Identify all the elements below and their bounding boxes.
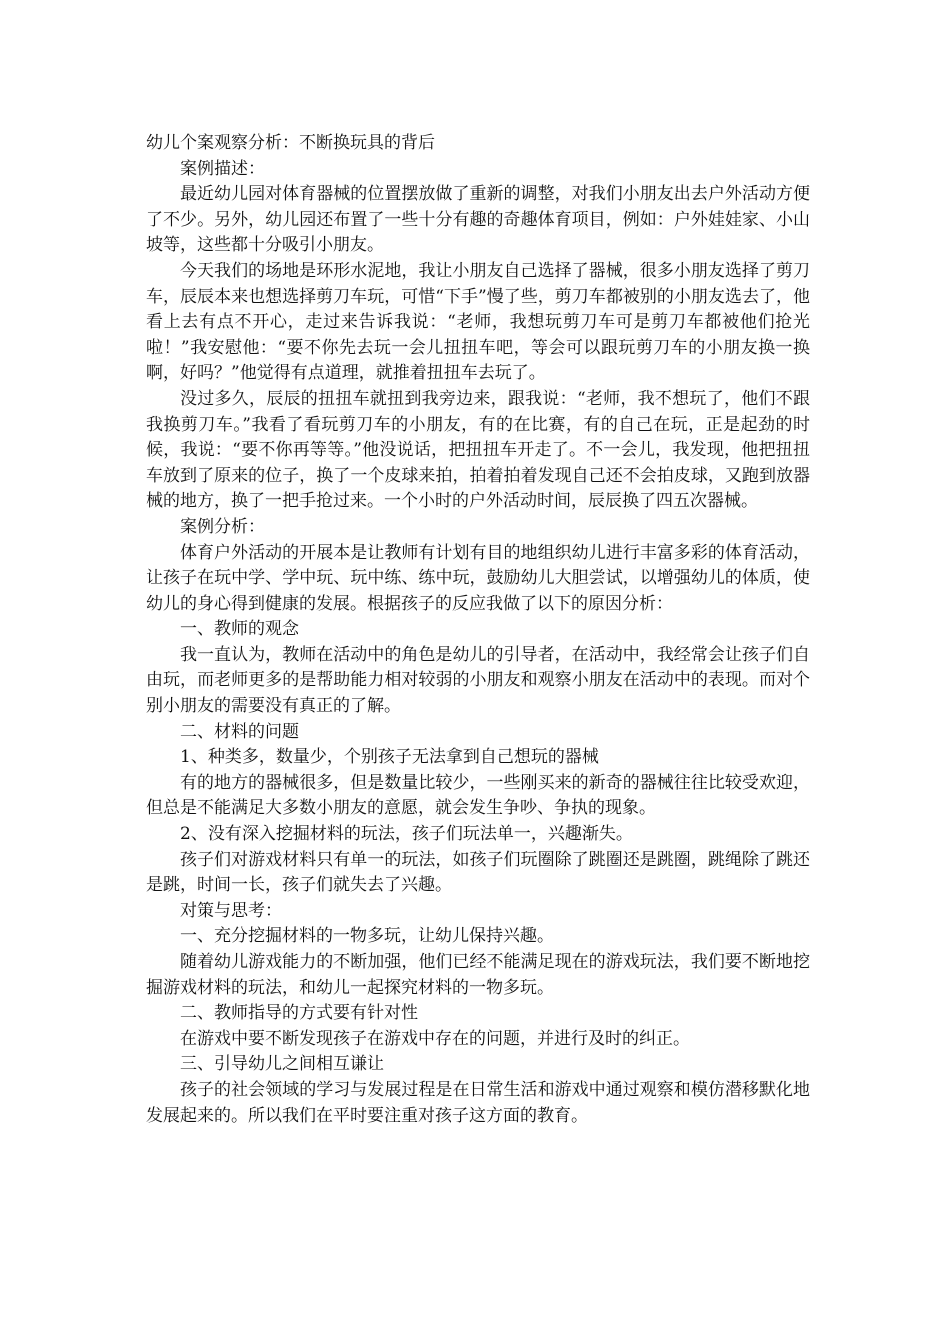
paragraph: 在游戏中要不断发现孩子在游戏中存在的问题，并进行及时的纠正。	[180, 1028, 690, 1049]
paragraph: 没过多久，辰辰的扭扭车就扭到我旁边来，跟我说：“老师，我不想玩了，他们不跟我换剪刀车。”我看了看玩剪刀车的小朋友，有的在比赛，有的自己在玩，正是起劲的时候，我说：“要不你再等等。”他没说话，把扭扭车开走了。不一会儿，我发现，他把扭扭车放到了原来的位子，换了一个皮球来拍，拍着拍着发现自己还不会拍皮球，又跑到放器械的地方，换了一把手抢过来。一个小时的户外活动时间，辰辰换了四五次器械。	[146, 388, 810, 512]
subheading: 二、教师指导的方式要有针对性	[180, 1003, 418, 1024]
subheading: 二、材料的问题	[180, 721, 299, 742]
paragraph: 最近幼儿园对体育器械的位置摆放做了重新的调整，对我们小朋友出去户外活动方便了不少。另外，幼儿园还布置了一些十分有趣的奇趣体育项目，例如：户外娃娃家、小山坡等，这些都十分吸引小朋友。	[146, 184, 810, 256]
document-title: 幼儿个案观察分析：不断换玩具的背后	[146, 133, 435, 153]
subheading: 1、种类多，数量少，个别孩子无法拿到自己想玩的器械	[180, 747, 599, 768]
paragraph: 我一直认为，教师在活动中的角色是幼儿的引导者，在活动中，我经常会让孩子们自由玩，而老师更多的是帮助能力相对较弱的小朋友和观察小朋友在活动中的表现。而对个别小朋友的需要没有真正的了解。	[146, 644, 810, 717]
paragraph: 体育户外活动的开展本是让教师有计划有目的地组织幼儿进行丰富多彩的体育活动，让孩子在玩中学、学中玩、玩中练、练中玩，鼓励幼儿大胆尝试，以增强幼儿的体质，使幼儿的身心得到健康的发展。根据孩子的反应我做了以下的原因分析：	[146, 542, 810, 614]
paragraph: 有的地方的器械很多，但是数量比较少，一些刚买来的新奇的器械往往比较受欢迎，但总是不能满足大多数小朋友的意愿，就会发生争吵、争执的现象。	[146, 772, 810, 819]
paragraph: 孩子们对游戏材料只有单一的玩法，如孩子们玩圈除了跳圈还是跳圈，跳绳除了跳还是跳，时间一长，孩子们就失去了兴趣。	[146, 849, 810, 896]
document-page	[146, 131, 810, 1129]
paragraph: 今天我们的场地是环形水泥地，我让小朋友自己选择了器械，很多小朋友选择了剪刀车，辰辰本来也想选择剪刀车玩，可惜“下手”慢了些，剪刀车都被别的小朋友选去了，他看上去有点不开心，走过来告诉我说：“老师，我想玩剪刀车可是剪刀车都被他们抢光啦！”我安慰他：“要不你先去玩一会儿扭扭车吧，等会可以跟玩剪刀车的小朋友换一换啊，好吗？”他觉得有点道理，就推着扭扭车去玩了。	[146, 260, 810, 384]
subheading: 三、引导幼儿之间相互谦让	[180, 1054, 384, 1075]
subheading: 一、教师的观念	[180, 619, 299, 640]
subheading: 2、没有深入挖掘材料的玩法，孩子们玩法单一，兴趣渐失。	[180, 824, 633, 845]
section-heading-case-analysis: 案例分析：	[180, 516, 265, 537]
paragraph: 随着幼儿游戏能力的不断加强，他们已经不能满足现在的游戏玩法，我们要不断地挖掘游戏材料的玩法，和幼儿一起探究材料的一物多玩。	[146, 952, 810, 998]
section-heading-strategies: 对策与思考：	[180, 900, 282, 921]
paragraph: 孩子的社会领域的学习与发展过程是在日常生活和游戏中通过观察和模仿潜移默化地发展起来的。所以我们在平时要注重对孩子这方面的教育。	[146, 1079, 810, 1126]
section-heading-case-description: 案例描述：	[180, 158, 265, 179]
subheading: 一、充分挖掘材料的一物多玩，让幼儿保持兴趣。	[180, 926, 554, 947]
